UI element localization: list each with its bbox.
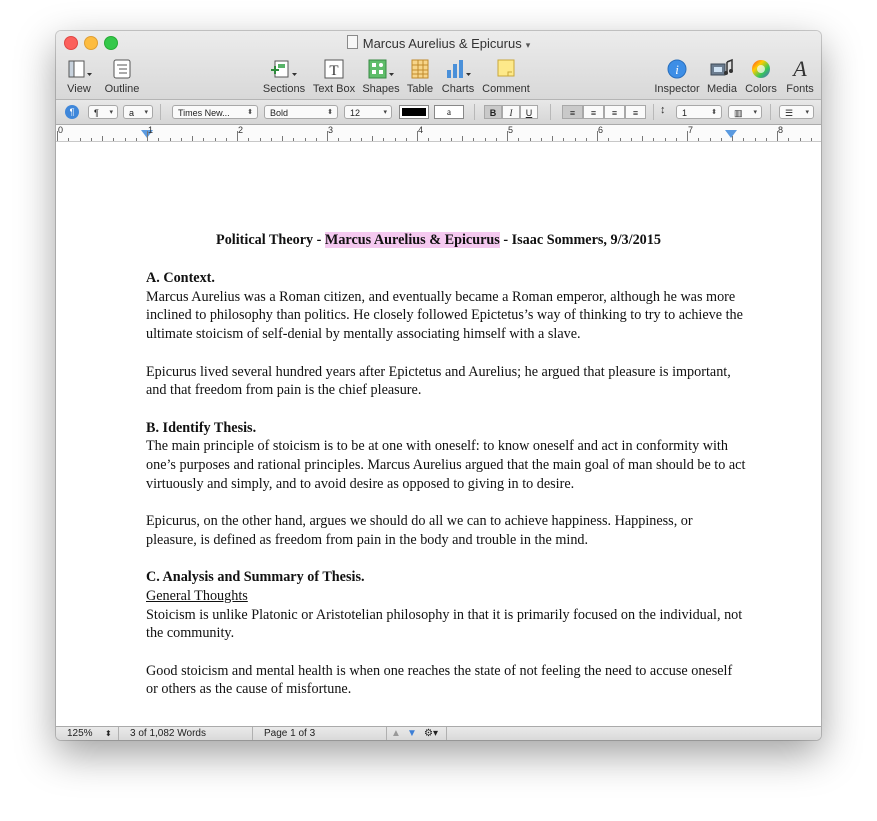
italic-button[interactable]: I (502, 105, 520, 119)
sections-icon (261, 57, 307, 81)
character-style-popup[interactable] (123, 105, 153, 119)
ruler-tick (282, 136, 283, 141)
table-label: Table (406, 83, 434, 95)
justify-button[interactable] (625, 105, 646, 119)
bold-button[interactable]: B (484, 105, 502, 119)
align-left-icon: ≡ (569, 108, 576, 118)
section-heading: C. Analysis and Summary of Thesis. (146, 569, 365, 586)
ruler-tick (518, 138, 519, 141)
ruler-tick (372, 136, 373, 141)
paragraph-styles-icon[interactable]: ¶ (65, 105, 79, 119)
ruler-tick (766, 138, 767, 141)
chevron-down-icon: ▾ (144, 109, 148, 116)
ruler-tick (597, 131, 598, 141)
title-suffix: - Isaac Sommers, 9/3/2015 (499, 232, 661, 248)
ruler-tick (710, 138, 711, 141)
paragraph: Marcus Aurelius was a Roman citizen, and eventually became a Roman emperor, although he was more inclined to philosophy than politics. He closely followed Epictetus’s way of thinking to try to achieve the ultimate stoicism of self-denial by mentally associating himself with a slave. (146, 288, 743, 343)
ruler-tick (507, 131, 508, 141)
media-label: Media (707, 83, 737, 95)
zoom-popup[interactable] (67, 727, 112, 740)
ruler-tick (271, 138, 272, 141)
ruler-tick (361, 138, 362, 141)
ruler-label: 1 (148, 125, 154, 135)
ruler-tick (631, 138, 632, 141)
comment-button[interactable] (480, 57, 532, 95)
ruler-tick (788, 138, 789, 141)
shapes-label: Shapes (362, 83, 400, 95)
highlight-sample: a (447, 107, 451, 117)
ruler-tick (743, 138, 744, 141)
ruler-tick (316, 138, 317, 141)
colors-icon (742, 57, 780, 81)
ruler-tick (395, 138, 396, 141)
line-spacing-icon: ↕ (660, 104, 666, 116)
ruler-label: 4 (418, 125, 424, 135)
ruler-tick (406, 138, 407, 141)
ruler-tick (68, 138, 69, 141)
separator (160, 104, 161, 120)
ruler-tick (237, 131, 238, 141)
separator (653, 104, 654, 120)
svg-text:T: T (329, 63, 339, 79)
align-left-button[interactable] (562, 105, 583, 119)
ruler-tick (170, 138, 171, 141)
fonts-icon: A (793, 56, 807, 81)
font-family-value: Times New... (178, 108, 230, 118)
horizontal-ruler[interactable] (56, 125, 821, 142)
table-icon (403, 57, 437, 81)
align-right-button[interactable] (604, 105, 625, 119)
outline-icon (100, 57, 144, 81)
ruler-tick (428, 138, 429, 141)
inspector-button[interactable] (652, 57, 702, 95)
underline-button[interactable]: U (520, 105, 538, 119)
font-style-popup[interactable] (264, 105, 338, 119)
ruler-label: 7 (688, 125, 694, 135)
bulleted-list-icon: ☰ (785, 108, 794, 118)
ruler-tick (530, 138, 531, 141)
chevron-down-icon: ▾ (805, 109, 809, 116)
page-indicator: Page 1 of 3 (264, 728, 316, 739)
ruler-tick (698, 138, 699, 141)
colors-button[interactable] (742, 57, 780, 95)
line-spacing-popup[interactable] (676, 105, 722, 119)
font-family-popup[interactable] (172, 105, 258, 119)
align-center-icon: ≡ (590, 108, 597, 118)
ruler-tick (158, 138, 159, 141)
view-icon (64, 57, 94, 81)
section-heading: B. Identify Thesis. (146, 419, 257, 436)
paragraph: Epicurus lived several hundred years after Epictetus and Aurelius; he argued that pleasure is important, and that freedom from pain is the chief pleasure. (146, 363, 731, 399)
shapes-button[interactable] (361, 57, 401, 95)
justify-icon: ≡ (632, 108, 639, 118)
ruler-tick (293, 138, 294, 141)
ruler-tick (755, 138, 756, 141)
paragraph: Epicurus, on the other hand, argues we should do all we can to achieve happiness. Happiness, or pleasure, is defined as freedom from pain in the body and trouble in the mind. (146, 513, 693, 548)
paragraph: Good stoicism and mental health is when one reaches the state of not feeling the need to accuse oneself or others as the cause of misfortune. (146, 662, 733, 698)
document-title (56, 232, 821, 249)
align-right-icon: ≡ (611, 108, 618, 118)
font-size-field[interactable] (344, 105, 392, 119)
sections-button[interactable] (261, 57, 307, 95)
chevron-down-icon: ▾ (109, 109, 113, 116)
document-page[interactable] (56, 142, 821, 726)
ruler-tick (215, 138, 216, 141)
ruler-tick (80, 138, 81, 141)
separator (550, 104, 551, 120)
previous-page-icon[interactable]: ▲ (391, 728, 401, 739)
ruler-tick (653, 138, 654, 141)
comment-label: Comment (482, 83, 530, 95)
chevron-down-icon: ▾ (383, 109, 387, 116)
paragraph: Stoicism is unlike Platonic or Aristotelian philosophy in that it is primarily focused on the individual, not the community. (146, 606, 743, 642)
character-style-value: a (129, 108, 135, 118)
ruler-tick (777, 131, 778, 141)
ruler-tick (417, 131, 418, 141)
chevron-down-icon: ▾ (525, 40, 531, 50)
chevron-down-icon: ▾ (753, 109, 757, 116)
right-indent-marker-icon[interactable] (725, 130, 737, 138)
subheading: General Thoughts (146, 587, 248, 604)
list-style-popup[interactable] (779, 105, 814, 119)
inspector-label: Inspector (654, 83, 700, 95)
ruler-label: 0 (58, 125, 64, 135)
ruler-tick (485, 138, 486, 141)
media-icon (705, 57, 739, 81)
paragraph-style-popup[interactable] (88, 105, 118, 119)
ruler-tick (811, 138, 812, 141)
fonts-label: Fonts (786, 83, 814, 95)
separator (252, 727, 253, 740)
shapes-icon (361, 57, 401, 81)
text-box-button[interactable] (311, 57, 357, 95)
title-prefix: Political Theory - (216, 232, 325, 248)
text-box-icon (311, 57, 357, 81)
ruler-tick (563, 138, 564, 141)
status-bar (56, 726, 821, 740)
fonts-button[interactable] (783, 57, 817, 95)
media-button[interactable] (705, 57, 739, 95)
ruler-tick (125, 138, 126, 141)
separator (770, 104, 771, 120)
separator (446, 727, 447, 740)
ruler-tick (665, 138, 666, 141)
ruler-tick (192, 136, 193, 141)
ruler-label: 8 (778, 125, 784, 135)
ruler-tick (800, 138, 801, 141)
svg-text:i: i (675, 62, 679, 77)
zoom-value: 125% (67, 728, 93, 739)
section-heading: A. Context. (146, 270, 215, 286)
ruler-label: 6 (598, 125, 604, 135)
sections-label: Sections (262, 83, 306, 95)
outline-label: Outline (104, 83, 140, 95)
ruler-label: 2 (238, 125, 244, 135)
highlight-color-well[interactable] (434, 105, 464, 119)
outline-button[interactable] (100, 57, 144, 95)
window-title-text: Marcus Aurelius & Epicurus (362, 36, 522, 51)
ruler-tick (676, 138, 677, 141)
ruler-tick (496, 138, 497, 141)
charts-button[interactable] (438, 57, 478, 95)
paragraph-style-value: ¶ (94, 108, 99, 118)
ruler-tick (721, 138, 722, 141)
document-icon (347, 35, 358, 49)
gear-icon[interactable]: ⚙▾ (424, 728, 438, 739)
ruler-tick (586, 138, 587, 141)
align-center-button[interactable] (583, 105, 604, 119)
font-size-value: 12 (350, 108, 361, 118)
colors-label: Colors (745, 83, 777, 95)
separator (386, 727, 387, 740)
updown-arrows-icon: ⬍ (247, 109, 253, 116)
ruler-tick (147, 131, 148, 141)
document-body (146, 269, 746, 699)
columns-popup[interactable] (728, 105, 762, 119)
ruler-tick (57, 131, 58, 141)
word-count: 3 of 1,082 Words (130, 728, 206, 739)
ruler-tick (136, 138, 137, 141)
ruler-label: 5 (508, 125, 514, 135)
view-label: View (67, 83, 91, 95)
ruler-tick (620, 138, 621, 141)
line-spacing-value: 1 (682, 108, 688, 118)
separator (118, 727, 119, 740)
updown-arrows-icon: ⬍ (105, 729, 112, 738)
paragraph: The main principle of stoicism is to be at one with oneself: to know oneself and act in conformity with one’s purposes and rational principles. Marcus Aurelius argued that the main goal of man should be to act virtuously and simply, and to avoid desire as opposed to giving in to desire. (146, 438, 746, 492)
ruler-tick (260, 138, 261, 141)
ruler-tick (181, 138, 182, 141)
next-page-icon[interactable]: ▼ (407, 728, 417, 739)
charts-label: Charts (441, 83, 475, 95)
format-bar (56, 100, 821, 125)
ruler-tick (687, 131, 688, 141)
ruler-tick (552, 136, 553, 141)
ruler-tick (113, 138, 114, 141)
inspector-icon (652, 57, 702, 81)
ruler-tick (608, 138, 609, 141)
ruler-tick (226, 138, 227, 141)
ruler-tick (383, 138, 384, 141)
font-style-value: Bold (270, 108, 289, 118)
charts-icon (438, 57, 478, 81)
title-highlighted-text: Marcus Aurelius & Epicurus (324, 232, 500, 248)
ruler-tick (91, 138, 92, 141)
separator (474, 104, 475, 120)
updown-arrows-icon: ⬍ (327, 109, 333, 116)
ruler-tick (305, 138, 306, 141)
ruler-tick (732, 136, 733, 141)
app-window (56, 31, 821, 740)
ruler-tick (350, 138, 351, 141)
ruler-tick (541, 138, 542, 141)
text-box-label: Text Box (312, 83, 356, 95)
window-title[interactable] (56, 35, 821, 51)
ruler-tick (451, 138, 452, 141)
ruler-tick (102, 136, 103, 141)
text-color-well[interactable] (399, 105, 429, 119)
view-button[interactable] (64, 57, 94, 95)
ruler-label: 3 (328, 125, 334, 135)
titlebar (56, 31, 821, 100)
ruler-tick (248, 138, 249, 141)
ruler-tick (473, 138, 474, 141)
comment-icon (480, 57, 532, 81)
columns-icon: ▥ (734, 108, 743, 118)
ruler-tick (440, 138, 441, 141)
table-button[interactable] (403, 57, 437, 95)
ruler-tick (462, 136, 463, 141)
ruler-tick (203, 138, 204, 141)
ruler-tick (338, 138, 339, 141)
ruler-tick (575, 138, 576, 141)
ruler-tick (642, 136, 643, 141)
updown-arrows-icon: ⬍ (711, 109, 717, 116)
ruler-tick (327, 131, 328, 141)
